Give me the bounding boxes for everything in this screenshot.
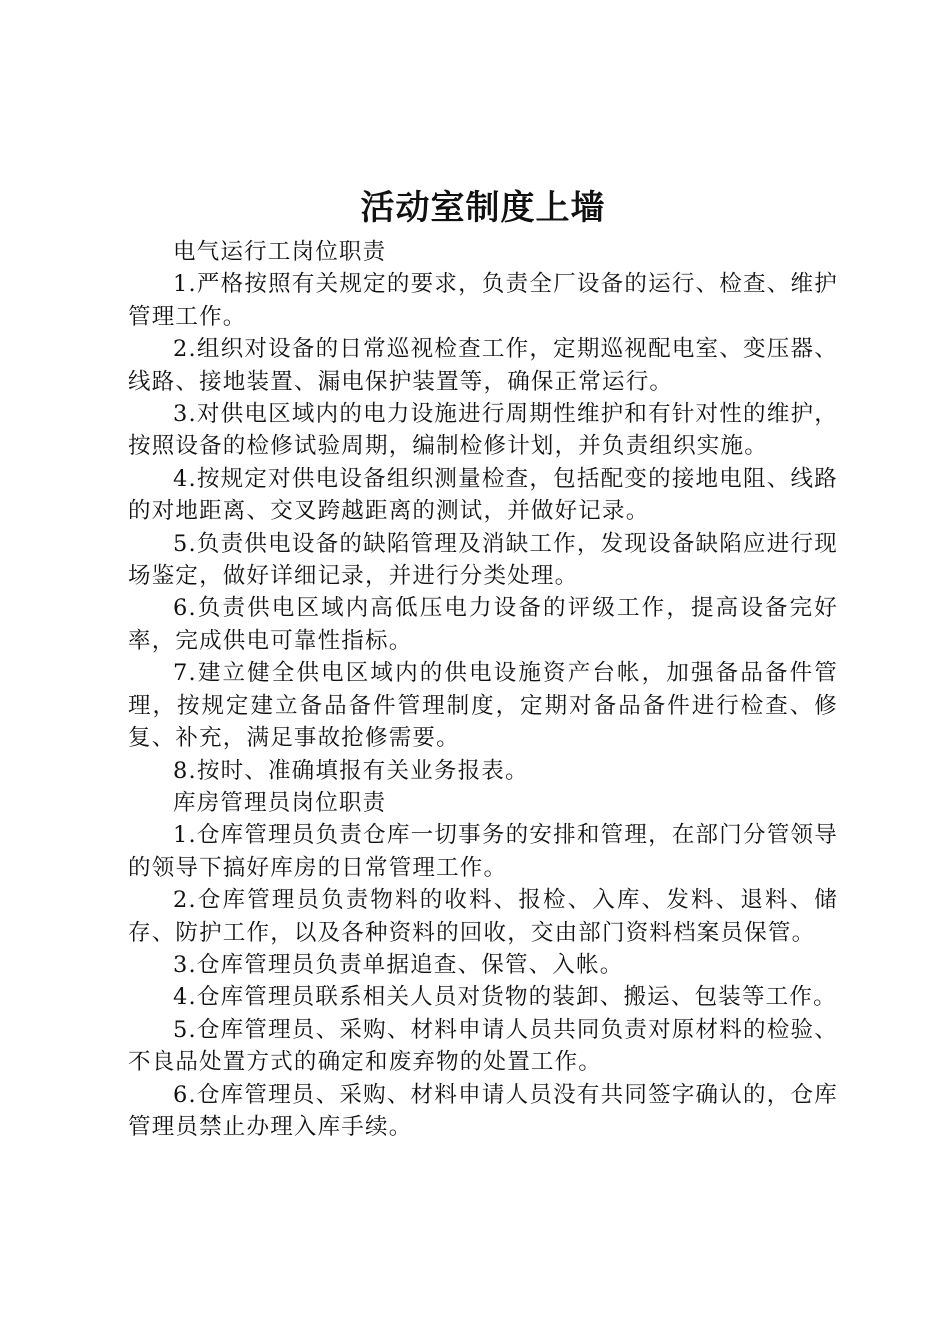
duty-item: 5.负责供电设备的缺陷管理及消缺工作，发现设备缺陷应进行现场鉴定，做好详细记录，并进行分类处理。 [128,530,838,590]
section-electrical [128,236,838,787]
duty-item: 6.负责供电区域内高低压电力设备的评级工作，提高设备完好率，完成供电可靠性指标。 [128,595,838,654]
duty-item: 4.按规定对供电设备组织测量检查，包括配变的接地电阻、线路的对地距离、交叉跨越距离的测试，并做好记录。 [128,465,838,525]
duty-item: 1.仓库管理员负责仓库一切事务的安排和管理，在部门分管领导的领导下搞好库房的日常管理工作。 [128,822,838,881]
duty-item: 1.严格按照有关规定的要求，负责全厂设备的运行、检查、维护管理工作。 [128,271,838,330]
duty-item: 3.对供电区域内的电力设施进行周期性维护和有针对性的维护，按照设备的检修试验周期，编制检修计划，并负责组织实施。 [128,401,838,460]
duty-item: 2.组织对设备的日常巡视检查工作，定期巡视配电室、变压器、线路、接地装置、漏电保护装置等，确保正常运行。 [128,336,838,395]
duty-item: 6.仓库管理员、采购、材料申请人员没有共同签字确认的，仓库管理员禁止办理入库手续。 [128,1081,838,1140]
section-warehouse [128,787,838,1143]
duty-item: 3.仓库管理员负责单据追查、保管、入帐。 [173,951,624,978]
duty-item: 7.建立健全供电区域内的供电设施资产台帐，加强备品备件管理，按规定建立备品备件管理制度，定期对备品备件进行检查、修复、补充，满足事故抢修需要。 [128,660,838,752]
duty-item: 8.按时、准确填报有关业务报表。 [173,757,529,784]
duty-item: 5.仓库管理员、采购、材料申请人员共同负责对原材料的检验、不良品处置方式的确定和废弃物的处置工作。 [128,1016,838,1076]
document-title: 活动室制度上墙 [360,188,606,228]
document-page [128,186,838,1143]
section-heading: 电气运行工岗位职责 [173,239,387,265]
section-heading: 库房管理员岗位职责 [173,789,387,816]
duty-item: 4.仓库管理员联系相关人员对货物的装卸、搬运、包装等工作。 [173,984,837,1011]
duty-item: 2.仓库管理员负责物料的收料、报检、入库、发料、退料、储存、防护工作，以及各种资料的回收，交由部门资料档案员保管。 [128,887,838,946]
